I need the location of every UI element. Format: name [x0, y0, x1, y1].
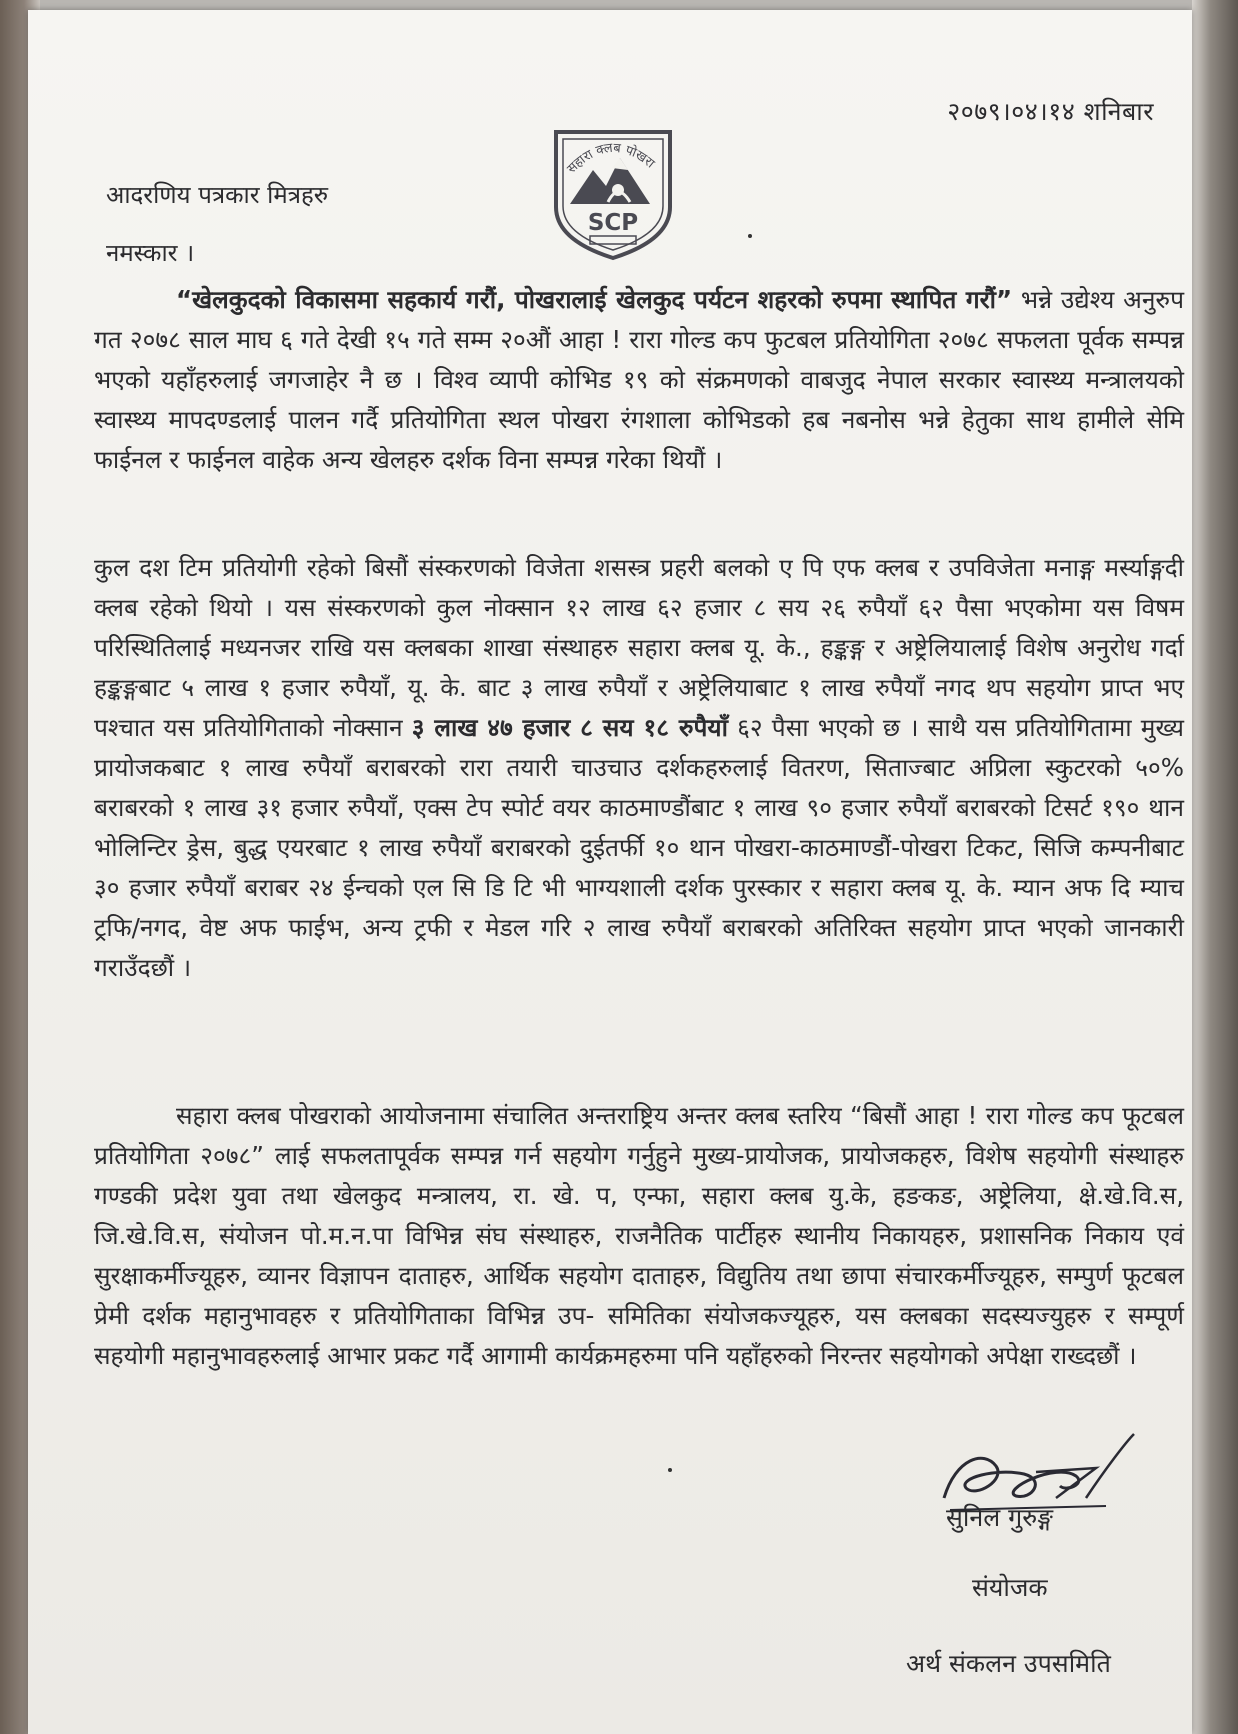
paper-speck [668, 1468, 672, 1472]
logo-initials: SCP [587, 210, 639, 236]
letter-date: २०७९।०४।१४ शनिबार [947, 97, 1154, 126]
logo-arc-text: सहारा क्लब पोखरा [564, 140, 658, 177]
scan-top-edge [0, 0, 1238, 10]
club-logo-stamp [538, 112, 688, 262]
salutation: आदरणिय पत्रकार मित्रहरु [106, 181, 329, 209]
signatory-committee: अर्थ संकलन उपसमिति [906, 1649, 1111, 1678]
letter-paper [28, 10, 1192, 1734]
paragraph-2 [94, 548, 1184, 988]
paper-speck [748, 234, 752, 238]
greeting: नमस्कार । [106, 239, 195, 267]
svg-text:सहारा क्लब पोखरा [564, 141, 657, 177]
paragraph-3 [94, 1096, 1184, 1376]
paragraph-1 [94, 280, 1184, 480]
paragraph-2-loss-amount: ३ लाख ४७ हजार ८ सय १८ रुपैयाँ [411, 713, 728, 742]
signatory-role: संयोजक [972, 1573, 1048, 1602]
paragraph-2-text-b: ६२ पैसा भएको छ । साथै यस प्रतियोगितामा मुख्य प्रायोजकबाट १ लाख रुपैयाँ बराबरको रारा तयारी चाउचाउ दर्शकहरुलाई वितरण, सिताज्बाट अप्रिला स्कुटरको ५०% बराबरको १ लाख ३१ हजार रुपैयाँ, एक्स टेप स्पोर्ट वयर काठमाण्डौंबाट १ लाख ९० हजार रुपैयाँ बराबरको टिसर्ट १९० थान भोलिन्टिर ड्रेस, बुद्ध एयरबाट १ लाख रुपैयाँ बराबरको दुईतर्फी १० थान पोखरा-काठमाण्डौं-पोखरा टिकट, सिजि कम्पनीबाट ३० हजार रुपैयाँ बराबर २४ ईन्चको एल सि डि टि भी भाग्यशाली दर्शक पुरस्कार र सहारा क्लब यू. के. म्यान अफ दि म्याच ट्रफि/नगद, वेष्ट अफ फाईभ, अन्य ट्रफी र मेडल गरि २ लाख रुपैयाँ बराबरको अतिरिक्त सहयोग प्राप्त भएको जानकारी गराउँदछौं । [94, 713, 1184, 982]
paragraph-1-text: भन्ने उद्येश्य अनुरुप गत २०७८ साल माघ ६ गते देखी १५ गते सम्म २०औं आहा ! रारा गोल्ड कप फुटबल प्रतियोगिता २०७८ सफलता पूर्वक सम्पन्न भएको यहाँहरुलाई जगजाहेर नै छ । विश्व व्यापी कोभिड १९ को संक्रमणको वाबजुद नेपाल सरकार स्वास्थ्य मन्त्रालयको स्वास्थ्य मापदण्डलाई पालन गर्दै प्रतियोगिता स्थल पोखरा रंगशाला कोभिडको हब नबनोस भन्ने हेतुका साथ हामीले सेमि फाईनल र फाईनल वाहेक अन्य खेलहरु दर्शक विना सम्पन्न गरेका थियौं । [94, 285, 1185, 474]
paragraph-1-quote: “खेलकुदको विकासमा सहकार्य गरौं, पोखरालाई खेलकुद पर्यटन शहरको रुपमा स्थापित गरौं” [176, 285, 1013, 314]
paragraph-3-text: सहारा क्लब पोखराको आयोजनामा संचालित अन्तराष्ट्रिय अन्तर क्लब स्तरिय “बिसौं आहा ! रारा गोल्ड कप फूटबल प्रतियोगिता २०७८” लाई सफलतापूर्वक सम्पन्न गर्न सहयोग गर्नुहुने मुख्य-प्रायोजक, प्रायोजकहरु, विशेष सहयोगी संस्थाहरु गण्डकी प्रदेश युवा तथा खेलकुद मन्त्रालय, रा. खे. प, एन्फा, सहारा क्लब यु.के, हङकङ, अष्ट्रेलिया, क्षे.खे.वि.स, जि.खे.वि.स, संयोजन पो.म.न.पा विभिन्न संघ संस्थाहरु, राजनैतिक पार्टीहरु स्थानीय निकायहरु, प्रशासनिक निकाय एवं सुरक्षाकर्मीज्यूहरु, व्यानर विज्ञापन दाताहरु, आर्थिक सहयोग दाताहरु, विद्युतिय तथा छापा संचारकर्मीज्यूहरु, सम्पुर्ण फूटबल प्रेमी दर्शक महानुभावहरु र प्रतियोगिताका विभिन्न उप- समितिका संयोजकज्यूहरु, यस क्लबका सदस्यज्युहरु र सम्पूर्ण सहयोगी महानुभावहरुलाई आभार प्रकट गर्दै आगामी कार्यक्रमहरुमा पनि यहाँहरुको निरन्तर सहयोगको अपेक्षा राख्दछौं । [94, 1101, 1184, 1370]
signatory-name: सुनिल गुरुङ्ग [946, 1503, 1053, 1532]
paragraph-2-text-a: कुल दश टिम प्रतियोगी रहेको बिसौं संस्करणको विजेता शसस्त्र प्रहरी बलको ए पि एफ क्लब र उपविजेता मनाङ्ग मर्स्याङ्गदी क्लब रहेको थियो । यस संस्करणको कुल नोक्सान १२ लाख ६२ हजार ८ सय २६ रुपैयाँ ६२ पैसा भएकोमा यस विषम परिस्थितिलाई मध्यनजर राखि यस क्लबका शाखा संस्थाहरु सहारा क्लब यू. के., हङ्कङ्ग र अष्ट्रेलियालाई विशेष अनुरोध गर्दा हङ्कङ्गबाट ५ लाख १ हजार रुपैयाँ, यू. के. बाट ३ लाख रुपैयाँ र अष्ट्रेलियाबाट १ लाख रुपैयाँ नगद थप सहयोग प्राप्त भए पश्चात यस प्रतियोगिताको नोक्सान [94, 553, 1184, 742]
scan-right-edge [1192, 0, 1238, 1734]
